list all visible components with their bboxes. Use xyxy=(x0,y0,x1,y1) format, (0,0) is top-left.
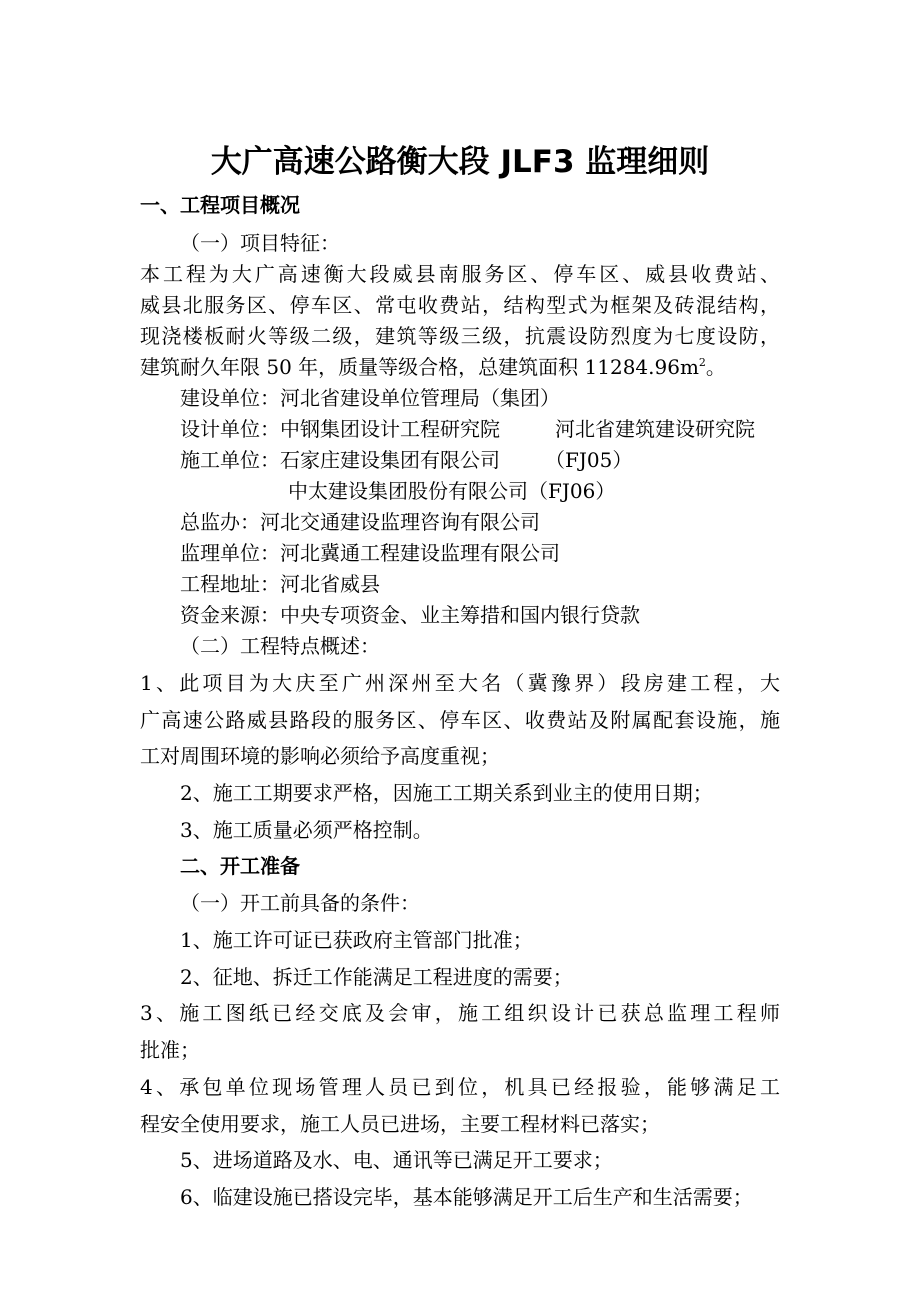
condition-2: 2、征地、拆迁工作能满足工程进度的需要； xyxy=(180,965,573,989)
condition-6: 6、临建设施已搭设完毕，基本能够满足开工后生产和生活需要； xyxy=(180,1185,753,1209)
point-line: 广高速公路威县路段的服务区、停车区、收费站及附属配套设施，施 xyxy=(140,708,780,732)
condition-3-line: 批准； xyxy=(140,1038,200,1062)
supervisor-info: 监理单位：河北冀通工程建设监理有限公司 xyxy=(180,541,560,565)
area-text: 建筑耐久年限 50 年，质量等级合格，总建筑面积 11284.96m xyxy=(140,355,699,379)
area-superscript: 2 xyxy=(698,356,706,369)
subheading-project-characteristics: （二）工程特点概述： xyxy=(180,634,380,658)
builder-info: 施工单位：石家庄建设集团有限公司 xyxy=(180,448,500,472)
paragraph-line-area xyxy=(140,353,726,381)
point-2: 2、施工工期要求严格，因施工工期关系到业主的使用日期； xyxy=(180,781,713,805)
funding-info: 资金来源：中央专项资金、业主筹措和国内银行贷款 xyxy=(180,603,640,627)
condition-5: 5、进场道路及水、电、通讯等已满足开工要求； xyxy=(180,1148,613,1172)
owner-info: 建设单位：河北省建设单位管理局（集团） xyxy=(180,386,560,410)
point-3: 3、施工质量必须严格控制。 xyxy=(180,818,433,842)
condition-3-line: 3、施工图纸已经交底及会审，施工组织设计已获总监理工程师 xyxy=(140,1001,780,1025)
condition-4-line: 4、承包单位现场管理人员已到位，机具已经报验，能够满足工 xyxy=(140,1075,780,1099)
area-end: 。 xyxy=(705,355,726,379)
chief-office-info: 总监办：河北交通建设监理咨询有限公司 xyxy=(180,510,540,534)
builder-code: （FJ05） xyxy=(545,448,633,472)
condition-4-line: 程安全使用要求，施工人员已进场，主要工程材料已落实； xyxy=(140,1112,660,1136)
condition-1: 1、施工许可证已获政府主管部门批准； xyxy=(180,928,533,952)
subheading-start-conditions: （一）开工前具备的条件： xyxy=(180,891,420,915)
section-heading-start-preparation: 二、开工准备 xyxy=(180,854,300,878)
paragraph-line: 现浇楼板耐火等级二级，建筑等级三级，抗震设防烈度为七度设防， xyxy=(140,324,780,348)
designer-info: 设计单位：中钢集团设计工程研究院 xyxy=(180,417,500,441)
point-line: 工对周围环境的影响必须给予高度重视； xyxy=(140,744,500,768)
paragraph-line: 本工程为大广高速衡大段威县南服务区、停车区、威县收费站、 xyxy=(140,262,780,286)
designer-info-2: 河北省建筑建设研究院 xyxy=(555,417,755,441)
document-title: 大广高速公路衡大段 JLF3 监理细则 xyxy=(210,144,710,180)
subheading-project-features: （一）项目特征： xyxy=(180,231,340,255)
paragraph-line: 威县北服务区、停车区、常屯收费站，结构型式为框架及砖混结构， xyxy=(140,293,780,317)
section-heading-project-overview: 一、工程项目概况 xyxy=(140,193,300,217)
address-info: 工程地址：河北省威县 xyxy=(180,572,380,596)
point-line: 1、此项目为大庆至广州深州至大名（冀豫界）段房建工程，大 xyxy=(140,671,780,695)
builder-info-2: 中太建设集团股份有限公司（FJ06） xyxy=(288,479,616,503)
